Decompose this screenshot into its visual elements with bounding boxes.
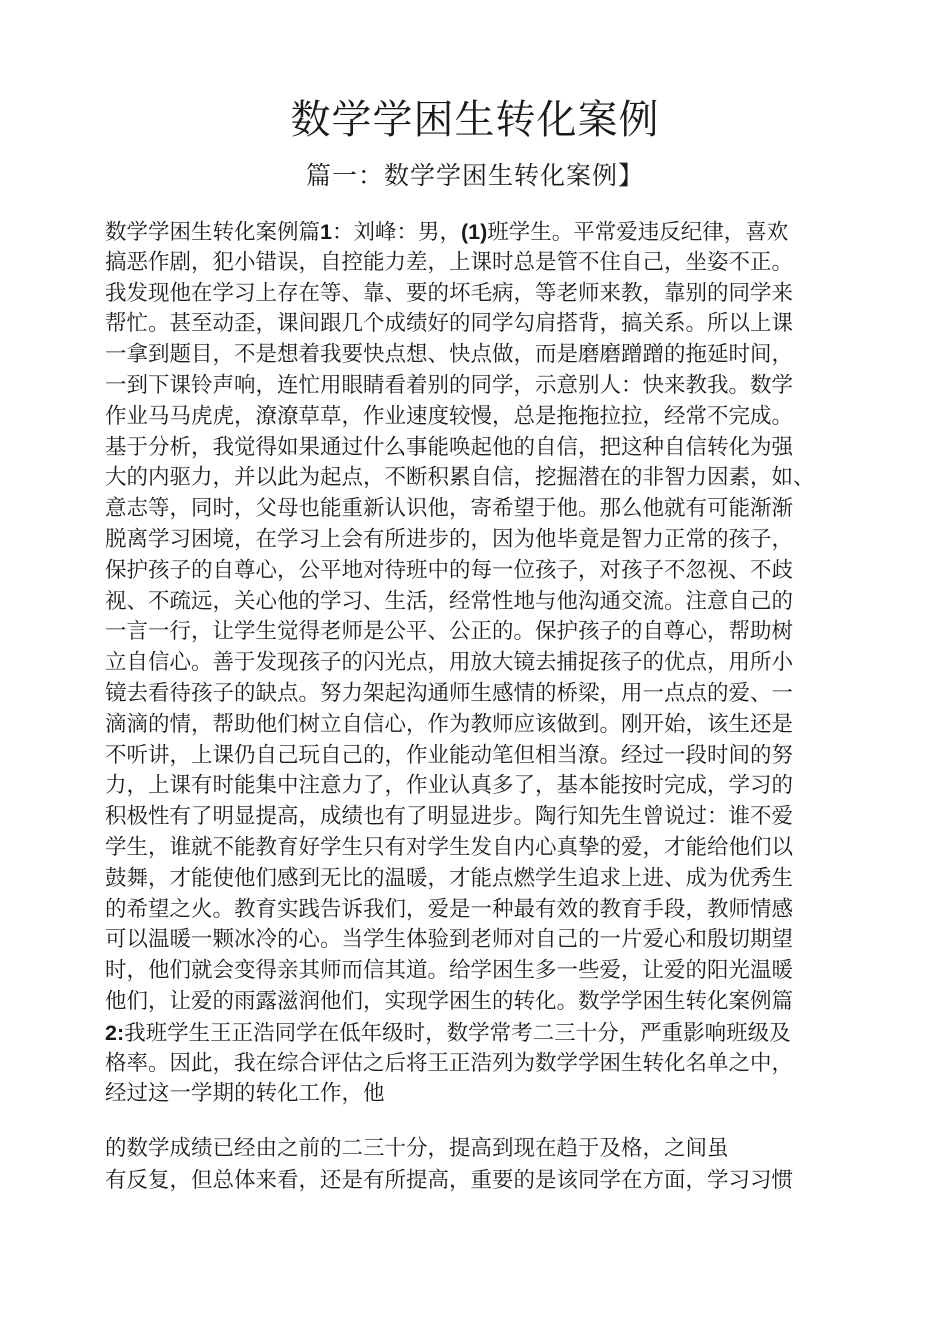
text-line: 可以温暖一颗冰冷的心。当学生体验到老师对自己的一片爱心和殷切期望 [105, 927, 794, 953]
text-line: 我发现他在学习上存在等、靠、要的坏毛病，等老师来教，靠别的同学来 [105, 280, 794, 306]
text-line: 一拿到题目，不是想着我要快点想、快点做，而是磨磨蹭蹭的拖延时间， [105, 342, 794, 368]
text-line: 基于分析，我觉得如果通过什么事能唤起他的自信，把这种自信转化为强 [105, 434, 794, 460]
text-line: 力，上课有时能集中注意力了，作业认真多了，基本能按时完成，学习的 [105, 773, 794, 799]
text-line: 镜去看待孩子的缺点。努力架起沟通师生感情的桥梁，用一点点的爱、一 [105, 680, 794, 706]
text-line: 脱离学习困境，在学习上会有所进步的，因为他毕竟是智力正常的孩子， [105, 526, 794, 552]
text-line: 搞恶作剧，犯小错误，自控能力差，上课时总是管不住自己，坐姿不正。 [105, 249, 794, 275]
text-line: 学生，谁就不能教育好学生只有对学生发自内心真挚的爱，才能给他们以 [105, 834, 794, 860]
text-line: 滴滴的情，帮助他们树立自信心，作为教师应该做到。刚开始，该生还是 [105, 711, 794, 737]
text-line: 经过这一学期的转化工作，他 [105, 1081, 385, 1107]
text-line: 的数学成绩已经由之前的二三十分，提高到现在趋于及格，之间虽 [105, 1136, 729, 1161]
text-line: 大的内驱力，并以此为起点，不断积累自信，挖掘潜在的非智力因素，如、 [105, 465, 815, 491]
page-title: 数学学困生转化案例 [290, 97, 660, 143]
text-line: 作业马马虎虎，潦潦草草，作业速度较慢，总是拖拖拉拉，经常不完成。 [105, 403, 794, 429]
text-line: 格率。因此，我在综合评估之后将王正浩列为数学学困生转化名单之中， [105, 1050, 794, 1076]
text-line: 意志等，同时，父母也能重新认识他，寄希望于他。那么他就有可能渐渐 [105, 496, 794, 522]
text-line: 视、不疏远，关心他的学习、生活，经常性地与他沟通交流。注意自己的 [105, 588, 794, 614]
body-paragraph-continued [105, 1133, 885, 1196]
text-line: 的希望之火。教育实践告诉我们，爱是一种最有效的教育手段，教师情感 [105, 896, 794, 922]
text-line: 时，他们就会变得亲其师而信其道。给学困生多一些爱，让爱的阳光温暖 [105, 958, 794, 984]
text-line: 一到下课铃声响，连忙用眼睛看着别的同学，示意别人：快来教我。数学 [105, 372, 794, 398]
text-line: 保护孩子的自尊心，公平地对待班中的每一位孩子，对孩子不忽视、不歧 [105, 557, 794, 583]
text-line: 不听讲，上课仍自己玩自己的，作业能动笔但相当潦。经过一段时间的努 [105, 742, 794, 768]
page-subtitle: 篇一：数学学困生转化案例】 [305, 161, 644, 190]
text-line: 有反复，但总体来看，还是有所提高，重要的是该同学在方面，学习习惯 [105, 1167, 794, 1193]
text-line: 他们，让爱的雨露滋润他们，实现学困生的转化。数学学困生转化案例篇 [105, 988, 794, 1014]
text-line: 帮忙。甚至动歪，课间跟几个成绩好的同学勾肩搭背，搞关系。所以上课 [105, 311, 794, 337]
body-paragraph [105, 217, 885, 1110]
text-line: 数学学困生转化案例篇1：刘峰：男，(1)班学生。平常爱违反纪律，喜欢 [105, 220, 789, 245]
text-line: 积极性有了明显提高，成绩也有了明显进步。陶行知先生曾说过：谁不爱 [105, 804, 794, 830]
text-line: 2:我班学生王正浩同学在低年级时，数学常考二三十分，严重影响班级及 [105, 1020, 791, 1046]
text-line: 鼓舞，才能使他们感到无比的温暖，才能点燃学生追求上进、成为优秀生 [105, 865, 794, 891]
text-line: 一言一行，让学生觉得老师是公平、公正的。保护孩子的自尊心，帮助树 [105, 619, 794, 645]
text-line: 立自信心。善于发现孩子的闪光点，用放大镜去捕捉孩子的优点，用所小 [105, 650, 794, 676]
